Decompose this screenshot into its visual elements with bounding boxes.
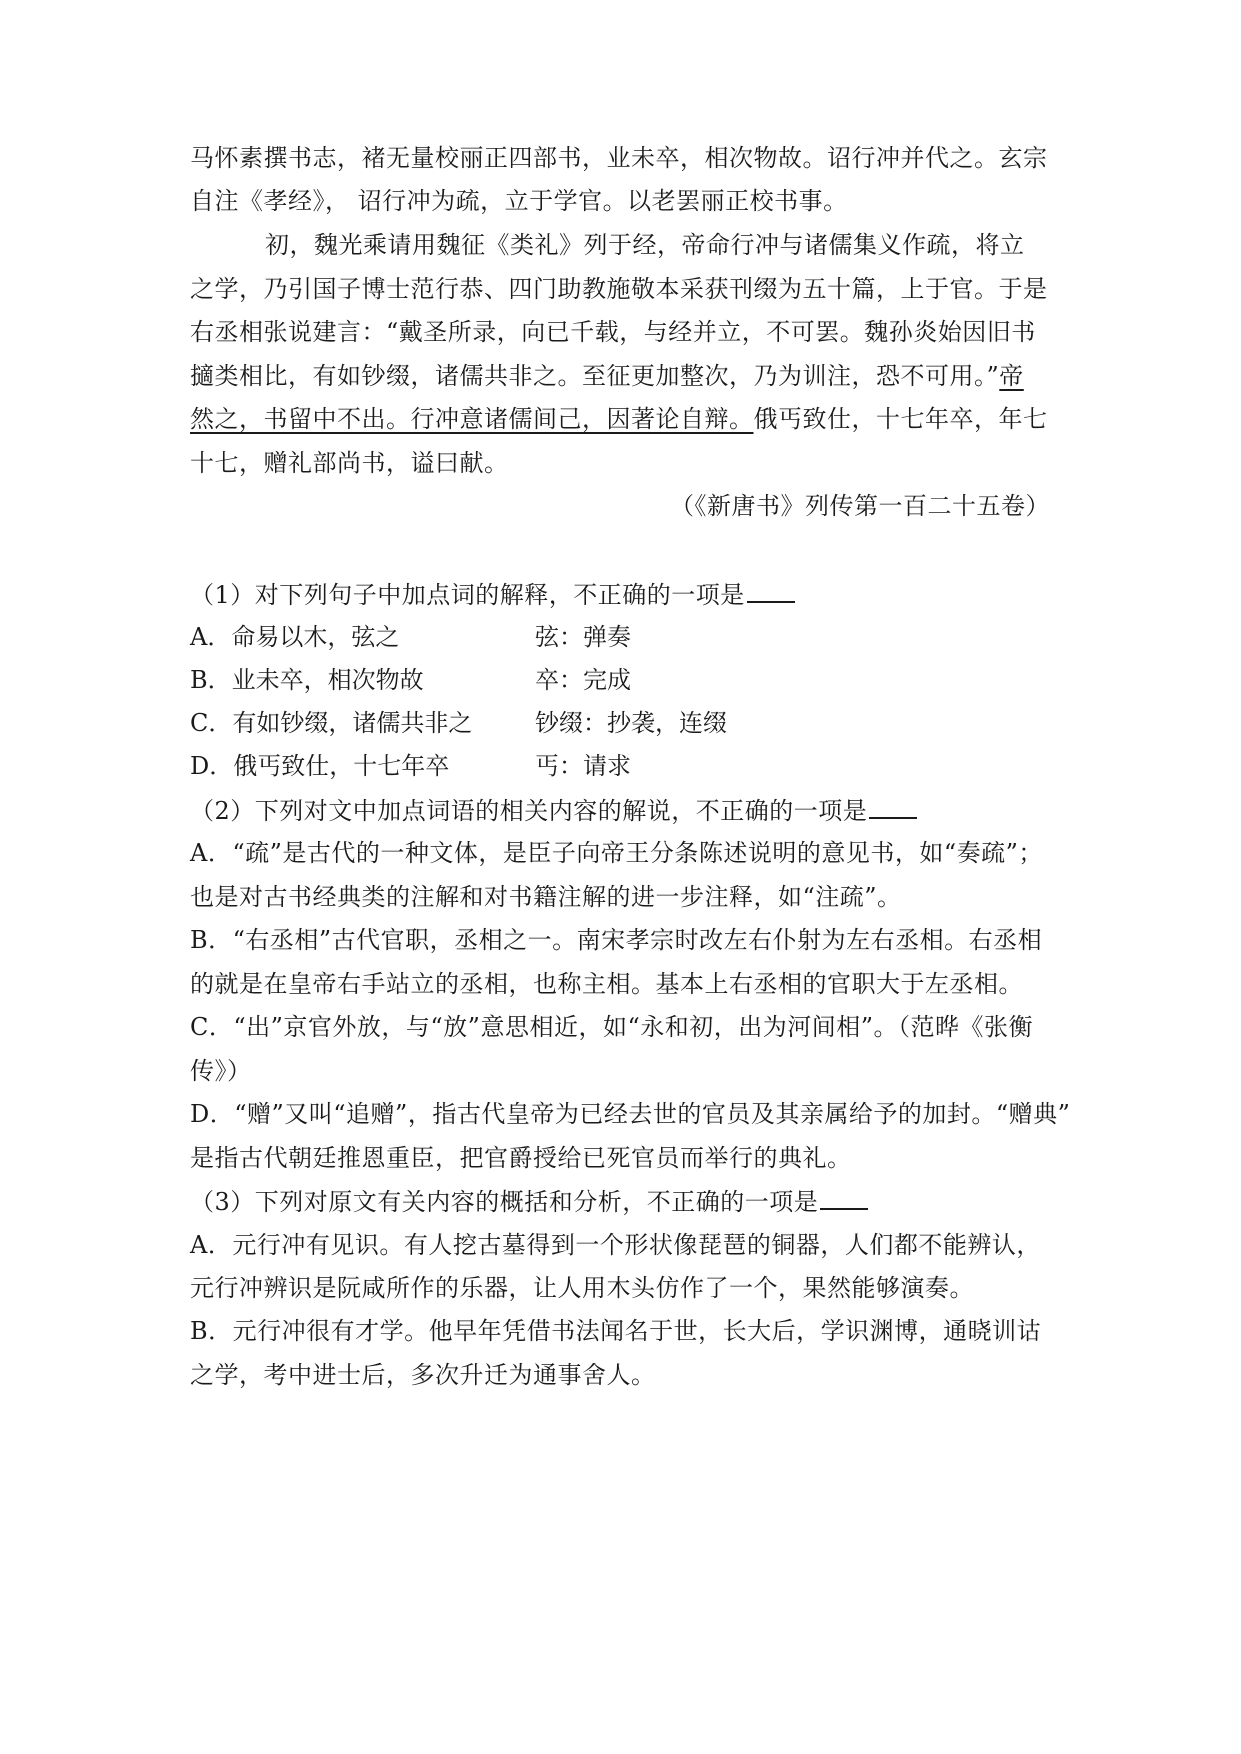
option-line: D．“赠”又叫“追赠”，指古代皇帝为已经去世的官员及其亲属给予的加封。“赠典” — [190, 1100, 1071, 1128]
option-line: 是指古代朝廷推恩重臣，把官爵授给已死官员而举行的典礼。 — [190, 1144, 852, 1172]
question-stem — [190, 795, 1060, 826]
question-3-stem: （3）下列对原文有关内容的概括和分析，不正确的一项是 — [190, 1188, 819, 1216]
option-gloss: 卒：完成 — [535, 666, 631, 694]
passage-line: 自注《孝经》， 诏行冲为疏，立于学官。以老罢丽正校书事。 — [190, 187, 848, 215]
question-1-stem: （1）对下列句子中加点词的解释，不正确的一项是 — [190, 581, 745, 609]
question-stem — [190, 1186, 1060, 1217]
option-line: 之学，考中进士后，多次升迁为通事舍人。 — [190, 1361, 656, 1389]
option-line: B．“右丞相”古代官职，丞相之一。南宋孝宗时改左右仆射为左右丞相。右丞相 — [190, 926, 1043, 954]
passage-line: 十七，赠礼部尚书，谥曰献。 — [190, 449, 509, 477]
option-sentence: D．俄丐致仕，十七年卒 — [190, 752, 450, 780]
option-gloss: 弦：弹奏 — [535, 623, 631, 651]
answer-blank — [747, 579, 795, 603]
passage-text: 擿类相比，有如钞缀，诸儒共非之。至征更加整次，乃为训注，恐不可用。” — [190, 362, 1000, 390]
answer-blank — [820, 1186, 868, 1210]
question-2-stem: （2）下列对文中加点词语的相关内容的解说，不正确的一项是 — [190, 797, 868, 825]
passage-line: 马怀素撰书志，褚无量校丽正四部书，业未卒，相次物故。诏行冲并代之。玄宗 — [190, 144, 1048, 172]
option-sentence: C．有如钞缀，诸儒共非之 — [190, 709, 473, 737]
option-line: 也是对古书经典类的注解和对书籍注解的进一步注释，如“注疏”。 — [190, 883, 902, 911]
option-line: C．“出”京官外放，与“放”意思相近，如“永和初，出为河间相”。（范晔《张衡 — [190, 1013, 1033, 1041]
option-line: B．元行冲很有才学。他早年凭借书法闻名于世，长大后，学识渊博，通晓训诂 — [190, 1317, 1042, 1345]
passage-line — [190, 404, 1060, 434]
passage-text: 俄丐致仕，十七年卒，年七 — [753, 405, 1048, 433]
option-line: A．元行冲有见识。有人挖古墓得到一个形状像琵琶的铜器，人们都不能辨认， — [190, 1231, 1041, 1259]
option-line: 元行冲辨识是阮咸所作的乐器，让人用木头仿作了一个，果然能够演奏。 — [190, 1274, 974, 1302]
passage-line: 初，魏光乘请用魏征《类礼》列于经，帝命行冲与诸儒集义作疏，将立 — [265, 231, 1025, 259]
option-line: 的就是在皇帝右手站立的丞相，也称主相。基本上右丞相的官职大于左丞相。 — [190, 970, 1023, 998]
answer-blank — [869, 795, 917, 819]
question-stem — [190, 579, 1060, 610]
option-gloss: 钞缀：抄袭，连缀 — [535, 709, 727, 737]
option-line: 传》） — [190, 1057, 252, 1085]
option-gloss: 丐：请求 — [535, 752, 631, 780]
option-sentence: A．命易以木，弦之 — [190, 623, 400, 651]
passage-line: 之学，乃引国子博士范行恭、四门助教施敬本采获刊缀为五十篇，上于官。于是 — [190, 275, 1048, 303]
passage-line — [190, 361, 1060, 391]
underlined-sentence: 然之，书留中不出。行冲意诸儒间己，因著论自辩。 — [190, 405, 754, 433]
option-line: A．“疏”是古代的一种文体，是臣子向帝王分条陈述说明的意见书，如“奏疏”； — [190, 839, 1043, 867]
option-sentence: B．业未卒，相次物故 — [190, 666, 424, 694]
underlined-sentence: 帝 — [999, 362, 1024, 390]
passage-line: 右丞相张说建言：“戴圣所录，向已千载，与经并立，不可罢。魏孙炎始因旧书 — [190, 318, 1036, 346]
passage-source: （《新唐书》列传第一百二十五卷） — [670, 492, 1050, 520]
